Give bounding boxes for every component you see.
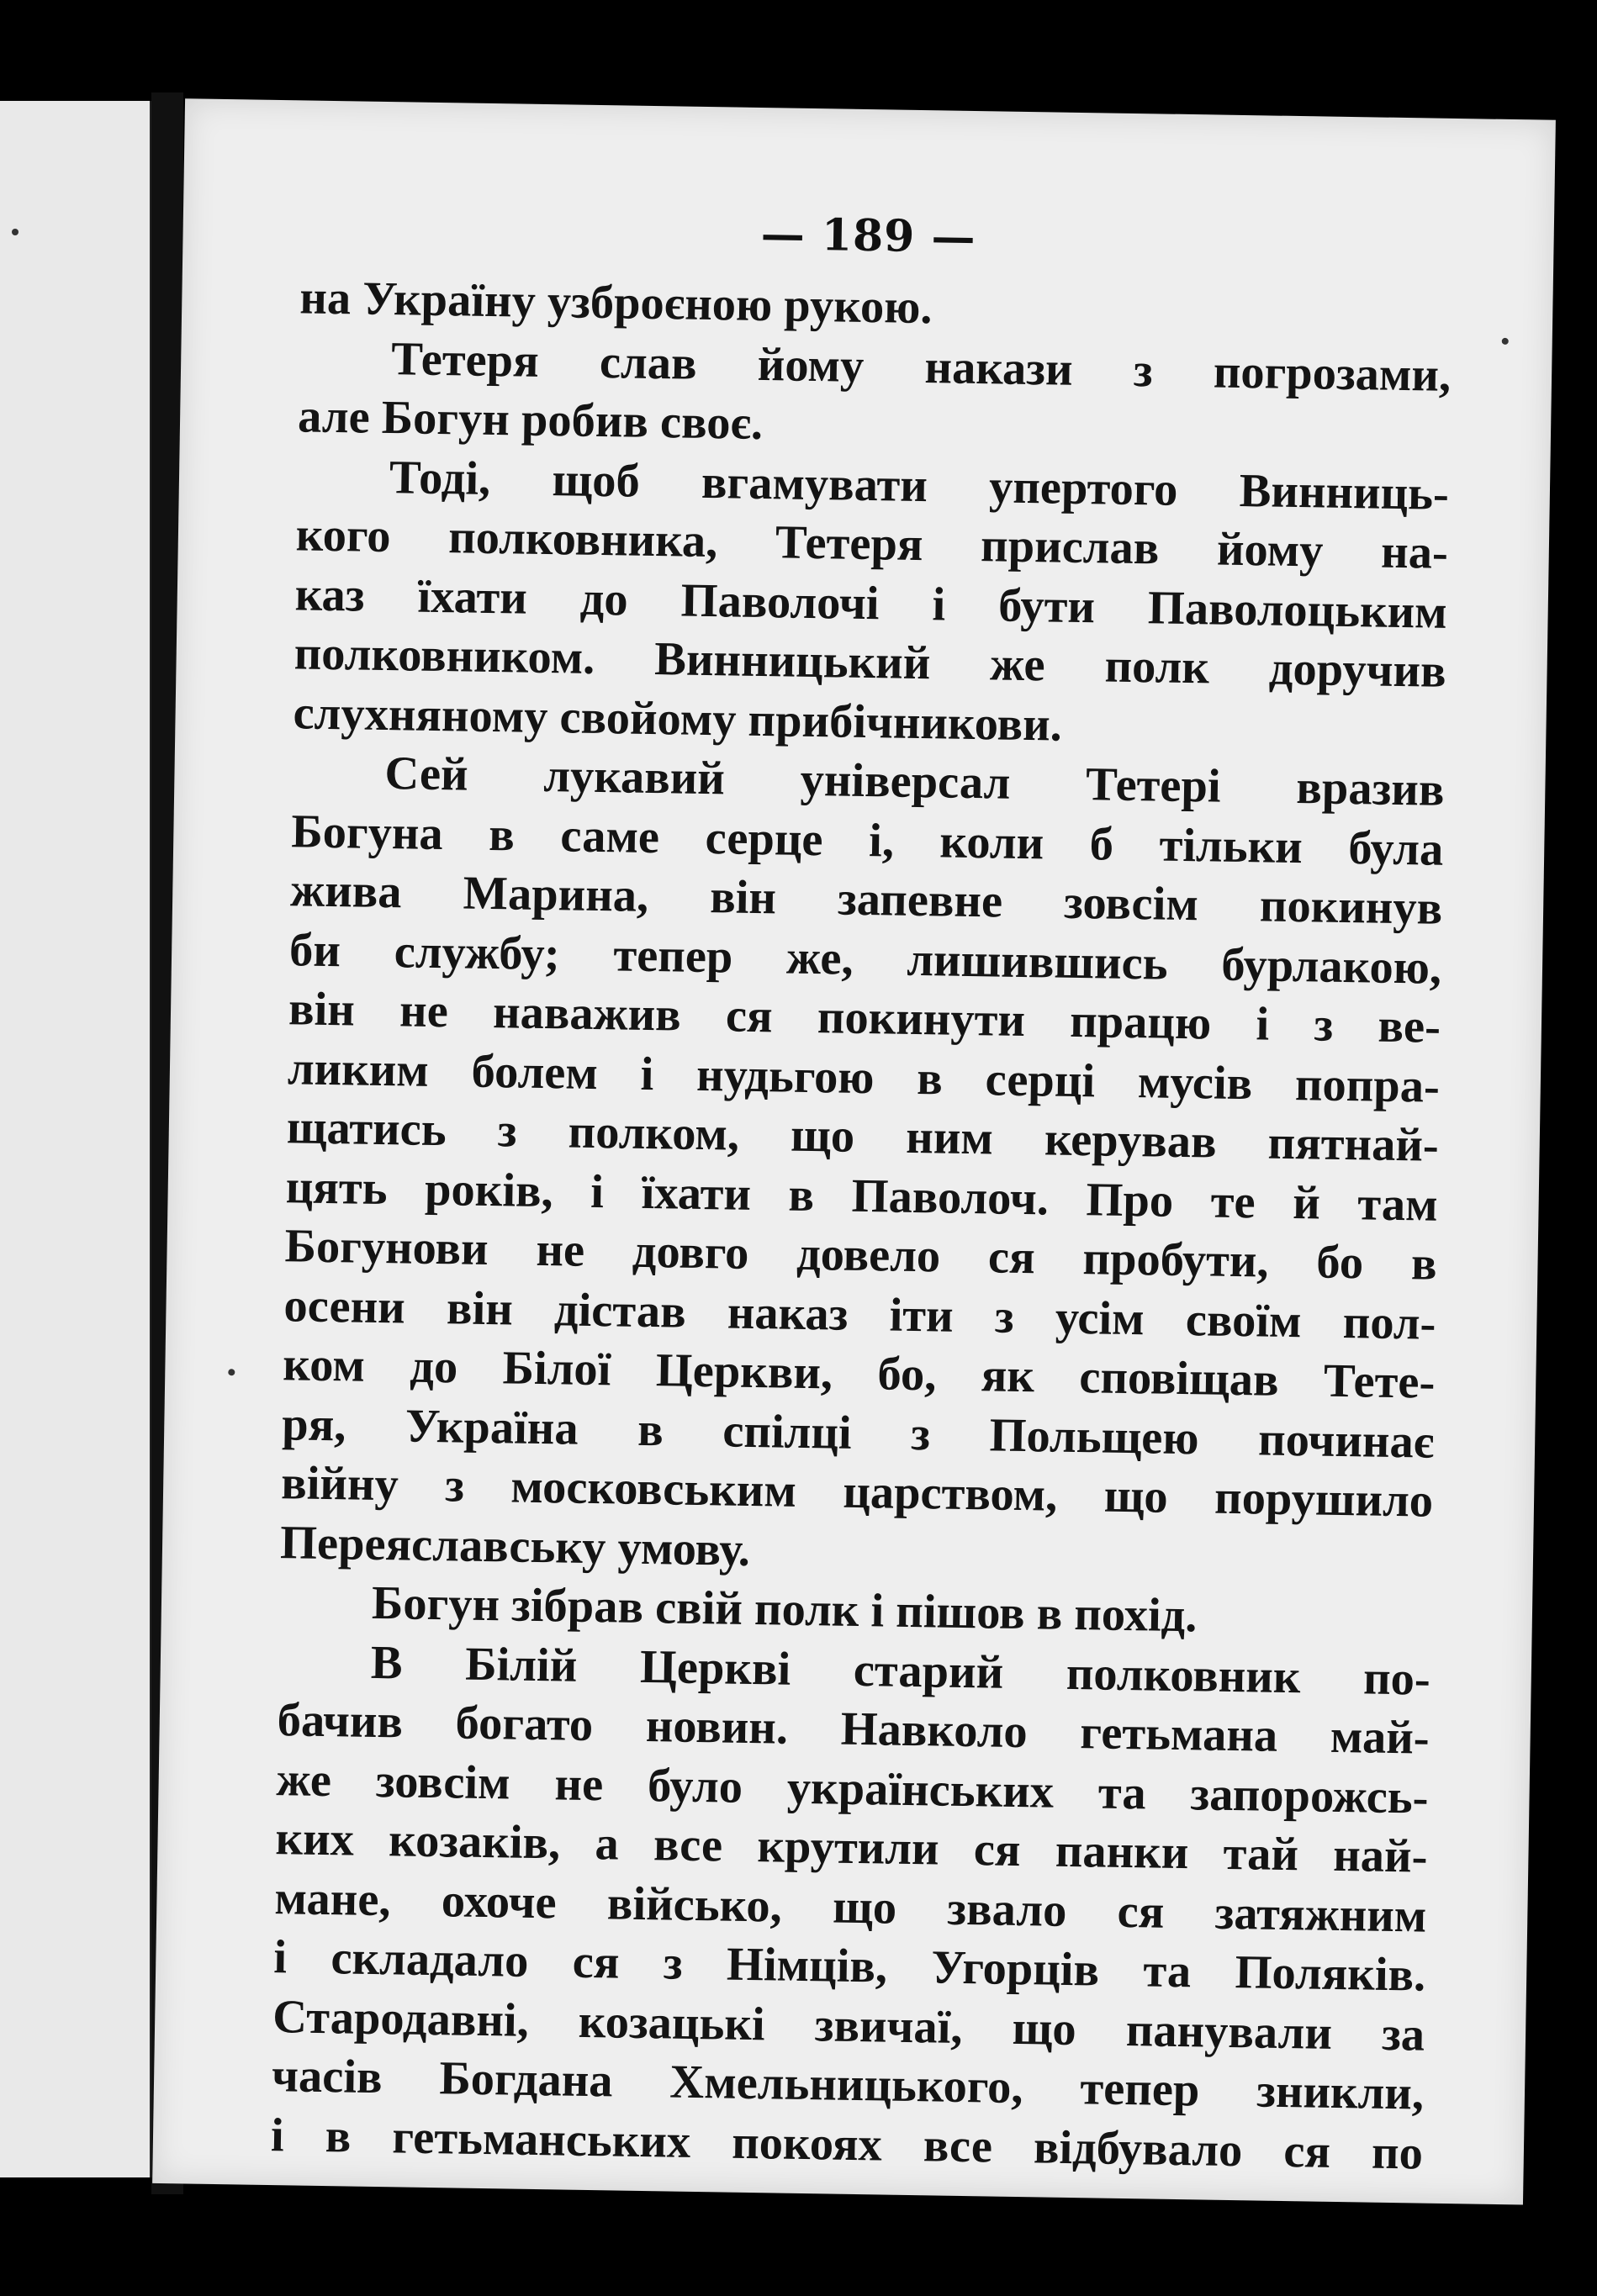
text-line: В Білій Церкві старий полковник по- [370, 1636, 1431, 1706]
text-line: на Україну узброєною рукою. [299, 272, 933, 335]
text-line: Стародавні, козацькі звичаї, що панували за [272, 1990, 1425, 2061]
speck [228, 1369, 235, 1375]
text-line: Богун зібрав свій полк і пішов в похід. [371, 1576, 1198, 1643]
text-line: Богуна в саме серце і, коли б тільки була [290, 805, 1444, 876]
speck [1502, 338, 1509, 345]
book-page [152, 98, 1556, 2204]
text-line: кого полковника, Тетеря прислав йому на- [295, 509, 1449, 579]
page-text [271, 268, 1452, 2183]
text-line: Тетеря слав йому накази з погрозами, [390, 332, 1452, 402]
text-line: ликим болем і нудьгою в серці мусів попра- [287, 1042, 1441, 1113]
text-line: але Богун робив своє. [297, 390, 764, 451]
text-line: полковником. Винницький же полк доручив [293, 627, 1447, 698]
text-line: війну з московським царством, що порушило [280, 1457, 1434, 1528]
text-line: ком до Білої Церкви, бо, як сповіщав Тете- [282, 1338, 1436, 1409]
speck [12, 229, 19, 235]
text-line: щатись з полком, що ним керував пятнай- [286, 1101, 1440, 1172]
text-line: і в гетьманських покоях все відбувало ся по [270, 2109, 1424, 2180]
text-line: осени він дістав наказ іти з усім своїм пол- [283, 1279, 1436, 1350]
text-line: ких козаків, а все крутили ся панки тай най- [275, 1813, 1428, 1883]
text-line: слухняному свойому прибічникови. [293, 686, 1063, 752]
text-line: бачив богато новин. Навколо гетьмана май- [277, 1694, 1430, 1765]
text-line: жива Марина, він запевне зовсім покинув [289, 864, 1443, 935]
text-line: Богунови не довго довело ся пробути, бо в [284, 1220, 1437, 1291]
page-number: — 189 — [760, 208, 976, 263]
text-line: би службу; тепер же, лишившись бурлакою, [288, 923, 1442, 995]
text-line: і складало ся з Німців, Угорців та Поляків. [272, 1931, 1426, 2002]
text-line: ря, Україна в спілці з Польщею починає [281, 1397, 1435, 1469]
text-line: Переяславську умову. [279, 1516, 751, 1576]
text-line: він не наважив ся покинути працю і з ве- [288, 983, 1441, 1053]
text-line: мане, охоче військо, що звало ся затяжним [274, 1871, 1427, 1943]
text-line: каз їхати до Паволочі і бути Паволоцьким [294, 567, 1448, 639]
text-line: часів Богдана Хмельницького, тепер зникли, [271, 2050, 1425, 2120]
text-line: Сей лукавий універсал Тетері вразив [384, 747, 1445, 816]
text-line: же зовсім не було українських та запорожсь- [276, 1753, 1430, 1824]
text-line: цять років, і їхати в Паволоч. Про те й там [285, 1160, 1439, 1232]
text-line: Тоді, щоб вгамувати упертого Винниць- [389, 451, 1450, 520]
left-page-edge [0, 101, 155, 2177]
